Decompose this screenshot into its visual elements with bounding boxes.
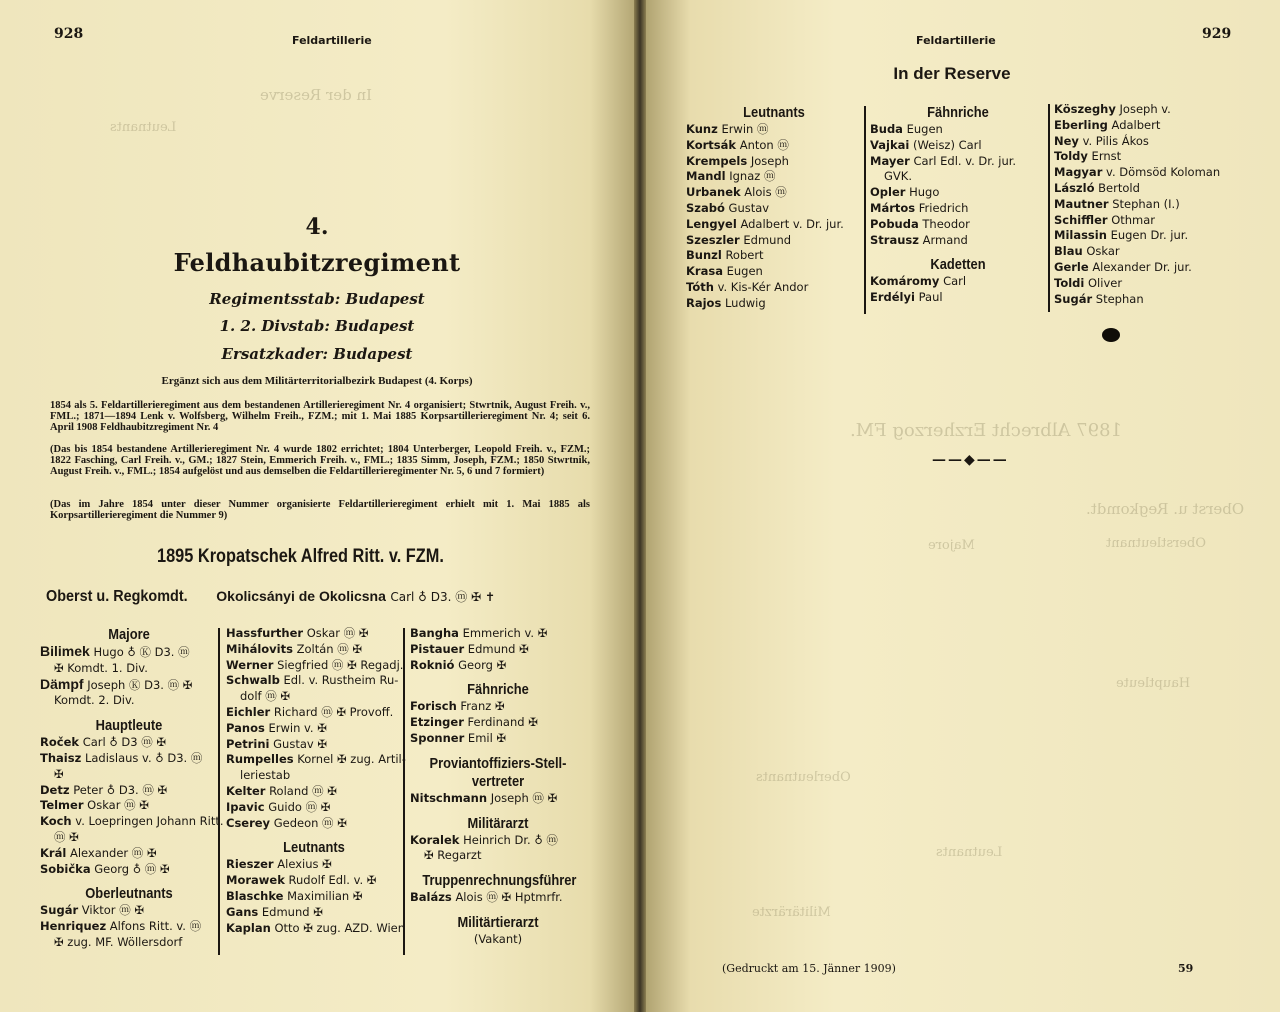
roster-entry: [40, 644, 218, 661]
roster-entry: [1054, 213, 1254, 229]
officer-surname: Sugár: [40, 903, 79, 918]
officer-details: Viktor ⓜ ✠: [81, 903, 144, 918]
officer-surname: Rajos: [686, 295, 722, 310]
officer-details: Othmar: [1111, 212, 1156, 227]
roster-entry: [870, 274, 1046, 290]
regiment-title: Feldhaubitzregiment: [173, 248, 461, 277]
roster-entry: [40, 814, 224, 830]
roster-entry: [40, 798, 218, 814]
ghost-text: 1897 Albrecht Erzherzog FM.: [850, 420, 1122, 441]
officer-details: Franz ✠: [460, 699, 505, 714]
roster-entry: [410, 699, 586, 715]
officer-surname: Sugár: [1054, 291, 1093, 306]
officer-details: Otto ✠ zug. AZD. Wien: [274, 920, 406, 935]
roster-entry: [226, 873, 402, 889]
ghost-text: Militärärzte: [752, 905, 831, 920]
section-heading: Majore: [108, 626, 150, 643]
officer-surname: Kaplan: [226, 920, 271, 935]
officer-surname: Panos: [226, 720, 265, 735]
officer-details: ✠ Regarzt: [424, 848, 482, 863]
ink-blot: [1102, 328, 1120, 342]
officer-surname: Pobuda: [870, 216, 919, 231]
officer-surname: Mártos: [870, 200, 916, 215]
roster-entry: [226, 721, 402, 737]
officer-surname: Roček: [40, 735, 80, 750]
roster-entry: [40, 767, 218, 783]
officer-surname: Koralek: [410, 832, 460, 847]
officer-surname: Buda: [870, 122, 903, 136]
officer-details: ⓜ ✠: [54, 829, 79, 844]
officer-details: Carl ♁ D3 ⓜ ✠: [82, 735, 167, 750]
officer-details: Edmund ✠: [467, 641, 529, 656]
officer-details: Alexius ✠: [277, 857, 332, 872]
officer-details: Gustav ✠: [273, 736, 327, 751]
officer-surname: Mandl: [686, 169, 726, 184]
officer-details: Joseph v.: [1119, 102, 1171, 116]
officer-surname: Ney: [1054, 133, 1079, 148]
officer-details: Armand: [922, 232, 968, 247]
roster-entry: [686, 248, 862, 264]
officer-surname: Kortsák: [686, 137, 737, 152]
officer-surname: Koch: [40, 814, 72, 829]
right-column-1: [686, 104, 862, 312]
roster-entry: [686, 154, 862, 170]
end-ornament: ——◆——: [932, 452, 1009, 468]
officer-surname: Schiffler: [1054, 212, 1108, 227]
officer-details: Erwin ⓜ: [721, 122, 769, 136]
officer-details: Theodor: [922, 216, 970, 231]
roster-entry: [410, 658, 586, 674]
roster-entry: [1054, 181, 1254, 197]
officer-details: Oskar: [1086, 244, 1120, 259]
officer-details: Ladislaus v. ♁ D3. ⓜ: [84, 750, 203, 765]
ghost-text: Leutnants: [936, 845, 1003, 860]
stab-line: Regimentsstab: Budapest: [209, 290, 425, 308]
oberst-rest: Carl ♁ D3. ⓜ ✠ ✝: [390, 590, 496, 604]
officer-surname: Blaschke: [226, 888, 284, 903]
officer-surname: Opler: [870, 185, 906, 200]
officer-details: Emmerich v. ✠: [462, 626, 548, 640]
officer-surname: Telmer: [40, 798, 84, 813]
officer-surname: Toldi: [1054, 275, 1085, 290]
officer-surname: Mayer: [870, 153, 910, 168]
officer-details: Komdt. 2. Div.: [54, 693, 135, 708]
officer-details: Ernst: [1091, 149, 1122, 164]
officer-surname: Krasa: [686, 264, 723, 279]
officer-details: Zoltán ⓜ ✠: [296, 641, 363, 656]
roster-entry: [686, 169, 862, 185]
officer-surname: Urbanek: [686, 185, 741, 200]
officer-details: Friedrich: [918, 200, 969, 215]
officer-surname: Krempels: [686, 153, 748, 168]
officer-details: Eugen: [906, 122, 943, 136]
officer-surname: Gerle: [1054, 259, 1089, 274]
roster-entry: [40, 693, 218, 709]
officer-details: Oliver: [1088, 275, 1123, 290]
section-heading: Fähnriche: [467, 681, 529, 699]
roster-entry: [40, 661, 218, 677]
officer-details: Ferdinand ✠: [467, 715, 538, 730]
roster-entry: [226, 705, 402, 721]
officer-details: ✠ Komdt. 1. Div.: [54, 660, 148, 675]
column-divider: [864, 106, 866, 314]
roster-entry: [686, 264, 862, 280]
officer-details: Ignaz ⓜ: [729, 169, 776, 184]
roster-entry: [686, 280, 862, 296]
roster-entry: [226, 800, 402, 816]
right-page: [646, 0, 1280, 1012]
officer-details: Emil ✠: [467, 730, 507, 745]
section-title: In der Reserve: [893, 64, 1011, 83]
officer-surname: Cserey: [226, 815, 271, 830]
roster-entry: [40, 677, 218, 694]
officer-surname: Szabó: [686, 200, 725, 215]
running-head: Feldartillerie: [916, 34, 996, 47]
officer-details: Erwin v. ✠: [268, 720, 327, 735]
officer-details: Roland ⓜ ✠: [269, 783, 337, 798]
officer-surname: Roknió: [410, 657, 455, 672]
officer-surname: Köszeghy: [1054, 102, 1116, 116]
ghost-text: Oberleutnants: [756, 770, 851, 785]
officer-details: Adalbert v. Dr. jur.: [740, 216, 844, 231]
officer-details: Edl. v. Rustheim Ru-: [283, 673, 399, 688]
officer-details: Stephan: [1095, 291, 1144, 306]
officer-surname: Balázs: [410, 890, 452, 905]
officer-details: Alois ⓜ ✠ Hptmrfr.: [455, 890, 563, 905]
officer-surname: Bilimek: [40, 643, 90, 659]
section-heading: Kadetten: [930, 256, 986, 274]
page-number: 929: [1202, 26, 1232, 42]
officer-details: dolf ⓜ ✠: [240, 689, 291, 704]
officer-surname: Sobička: [40, 861, 91, 876]
officer-details: GVK.: [884, 169, 912, 184]
roster-entry: [40, 735, 218, 751]
officer-details: ✠ zug. MF. Wöllersdorf: [54, 934, 183, 949]
note-text: (Vakant): [473, 931, 523, 946]
officer-surname: Gans: [226, 904, 259, 919]
officer-surname: Tóth: [686, 279, 714, 294]
officer-details: Joseph ⓜ ✠: [490, 790, 558, 805]
officer-details: Alfons Ritt. v. ⓜ: [109, 919, 202, 934]
officer-details: Carl Edl. v. Dr. jur.: [913, 153, 1017, 168]
roster-entry: [1054, 276, 1254, 292]
officer-surname: Kunz: [686, 122, 718, 136]
roster-entry: [226, 768, 402, 784]
roster-entry: [226, 889, 402, 905]
officer-details: Alois ⓜ: [744, 185, 787, 200]
officer-details: Alexander ⓜ ✠: [69, 845, 157, 860]
officer-surname: Eichler: [226, 704, 271, 719]
officer-details: Anton ⓜ: [739, 137, 789, 152]
officer-surname: Ipavic: [226, 799, 265, 814]
officer-surname: Rieszer: [226, 857, 274, 872]
officer-surname: Petrini: [226, 736, 270, 751]
stab-line: 1. 2. Divstab: Budapest: [219, 317, 415, 335]
ghost-text: Oberstleutnant: [1106, 536, 1206, 551]
roster-entry: [226, 920, 406, 937]
officer-details: (Weisz) Carl: [912, 137, 982, 152]
officer-details: Oskar ⓜ ✠: [87, 798, 149, 813]
officer-details: Paul: [918, 290, 943, 305]
officer-details: v. Kis-Kér Andor: [717, 279, 809, 294]
officer-details: Rudolf Edl. v. ✠: [288, 873, 377, 888]
roster-entry: [410, 833, 586, 849]
running-head: Feldartillerie: [292, 34, 372, 47]
roster-entry: [410, 890, 586, 906]
right-column-2: [870, 104, 1046, 306]
roster-entry: [226, 689, 402, 705]
officer-surname: Blau: [1054, 244, 1083, 259]
officer-surname: Toldy: [1054, 149, 1088, 164]
officer-details: v. Pilis Ákos: [1082, 133, 1149, 148]
officer-surname: Lengyel: [686, 216, 737, 231]
oberst-name: Okolicsányi de Okolicsna: [216, 588, 386, 604]
roster-entry: [686, 233, 862, 249]
ghost-text: Majore: [928, 538, 975, 553]
section-heading: Leutnants: [283, 839, 345, 857]
roster-entry: [410, 731, 586, 747]
officer-surname: Bangha: [410, 626, 459, 640]
officer-surname: Komáromy: [870, 274, 940, 289]
roster-entry: [1054, 118, 1254, 134]
section-heading: Militärtierarzt: [457, 913, 539, 931]
officer-details: Ludwig: [724, 295, 766, 310]
officer-details: Joseph: [750, 153, 789, 168]
roster-entry: [226, 642, 402, 658]
roster-entry: [1054, 165, 1254, 181]
history-paragraph: (Das bis 1854 bestandene Artillerieregiment Nr. 4 wurde 1802 errichtet; 1804 Unterberger, Leopold Freih. v., FZM.; 1822 Fasching, Carl Freih. v., GM.; 1827 Stein, Emmerich Freih. v., FML.; 1835 Simm, Joseph, FZM.; 1850 Stwrtnik, August Freih. v., FML.; 1854 aufgelöst und aus demselben die Feldartillerieregimenter Nr. 5, 6 und 7 formiert): [50, 444, 590, 477]
officer-details: ✠: [54, 766, 64, 781]
officer-details: Carl: [943, 274, 967, 289]
section-heading: Proviantoffiziers-Stell-: [429, 754, 567, 772]
roster-entry: [870, 290, 1046, 306]
print-date: (Gedruckt am 15. Jänner 1909): [722, 962, 896, 975]
officer-details: Siegfried ⓜ ✠ Regadj.: [277, 657, 404, 672]
officer-surname: Schwalb: [226, 673, 280, 688]
officer-details: Eugen: [726, 264, 763, 279]
roster-entry: [870, 185, 1046, 201]
roster-entry: [410, 791, 586, 807]
ghost-text: Hauptleute: [1116, 676, 1191, 691]
officer-surname: Vajkai: [870, 137, 910, 152]
roster-entry: [870, 154, 1046, 170]
roster-entry: [226, 752, 406, 768]
officer-surname: László: [1054, 180, 1095, 195]
roster-entry: [1054, 197, 1254, 213]
officer-details: Oskar ⓜ ✠: [306, 626, 369, 640]
officer-details: Hugo: [909, 185, 940, 200]
roster-entry: [1054, 228, 1254, 244]
ghost-text: In der Reserve: [260, 86, 373, 104]
officer-surname: Král: [40, 845, 67, 860]
officer-surname: Sponner: [410, 730, 465, 745]
officer-surname: Forisch: [410, 699, 457, 714]
roster-entry: [686, 296, 862, 312]
roster-entry: [226, 784, 402, 800]
roster-entry: [686, 201, 862, 217]
roster-entry: [40, 903, 218, 919]
officer-details: Georg ✠: [458, 657, 507, 672]
section-heading: Oberleutnants: [85, 885, 173, 903]
roster-entry: [410, 715, 586, 731]
officer-details: Alexander Dr. jur.: [1092, 259, 1192, 274]
roster-entry: [226, 673, 402, 689]
officer-details: leriestab: [240, 768, 291, 783]
left-column-3: [410, 626, 586, 948]
officer-surname: Rumpelles: [226, 752, 294, 767]
left-column-1: [40, 626, 224, 951]
officer-surname: Magyar: [1054, 165, 1103, 180]
officer-surname: Henriquez: [40, 919, 107, 934]
stab-line: Ersatzkader: Budapest: [221, 345, 413, 363]
officer-surname: Detz: [40, 782, 70, 797]
left-column-2: [226, 626, 406, 936]
officer-surname: Hassfurther: [226, 626, 304, 640]
officer-surname: Werner: [226, 657, 274, 672]
roster-entry: [226, 737, 402, 753]
section-heading: vertreter: [471, 772, 525, 790]
roster-entry: [410, 848, 586, 864]
officer-details: Edmund ✠: [261, 904, 323, 919]
roster-entry: [226, 626, 402, 642]
roster-entry: [870, 233, 1046, 249]
officer-surname: Mihálovits: [226, 641, 293, 656]
officer-surname: Mautner: [1054, 196, 1109, 211]
officer-surname: Strausz: [870, 232, 919, 247]
officer-surname: Szeszler: [686, 232, 740, 247]
officer-details: Heinrich Dr. ♁ ⓜ: [463, 832, 558, 847]
ergaenzt-line: Ergänzt sich aus dem Militärterritorialbezirk Budapest (4. Korps): [161, 375, 473, 387]
roster-entry: [1054, 244, 1254, 260]
roster-entry: [686, 217, 862, 233]
roster-entry: [40, 919, 218, 935]
signature-mark: 59: [1178, 962, 1194, 975]
roster-entry: [686, 185, 862, 201]
oberst-label: Oberst u. Regkomdt.: [46, 588, 188, 605]
officer-details: Guido ⓜ ✠: [268, 799, 331, 814]
roster-entry: [40, 935, 218, 951]
officer-details: Georg ♁ ⓜ ✠: [94, 861, 170, 876]
officer-surname: Thaisz: [40, 750, 82, 765]
roster-entry: [226, 905, 402, 921]
roster-entry: [226, 816, 402, 832]
officer-details: Peter ♁ D3. ⓜ ✠: [73, 782, 168, 797]
section-heading: Hauptleute: [95, 717, 163, 735]
officer-details: Eugen Dr. jur.: [1110, 228, 1189, 243]
oberst-row: [46, 588, 495, 606]
page-number: 928: [54, 26, 84, 42]
roster-entry: [1054, 292, 1254, 308]
section-heading: Truppenrechnungsführer: [422, 872, 577, 890]
roster-entry: [686, 122, 862, 138]
officer-surname: Eberling: [1054, 117, 1108, 132]
history-paragraph: (Das im Jahre 1854 unter dieser Nummer organisierte Feldartillerieregiment erhielt mit 1. Mai 1885 als Korpsartillerieregiment die Nummer 9): [50, 499, 590, 521]
roster-entry: [870, 138, 1046, 154]
roster-entry: [870, 122, 1046, 138]
officer-surname: Bunzl: [686, 248, 722, 263]
roster-entry: [1054, 149, 1254, 165]
officer-surname: Nitschmann: [410, 790, 488, 805]
roster-entry: [1054, 102, 1254, 118]
officer-details: Joseph Ⓚ D3. ⓜ ✠: [87, 677, 193, 692]
history-paragraph: 1854 als 5. Feldartillerieregiment aus dem bestandenen Artillerieregiment Nr. 4 organisiert; Stwrtnik, August Freih. v., FML.; 1871—1894 Lenk v. Wolfsberg, Wilhelm Freih., FZM.; mit 1. Mai 1885 Korpsartillerieregiment Nr. 4; seit 6. April 1908 Feldhaubitzregiment Nr. 4: [50, 400, 590, 433]
officer-details: v. Dömsöd Koloman: [1106, 165, 1221, 180]
roster-entry: [40, 783, 218, 799]
officer-surname: Morawek: [226, 873, 285, 888]
inhaber-line: 1895 Kropatschek Alfred Ritt. v. FZM.: [157, 546, 444, 567]
officer-surname: Dämpf: [40, 675, 84, 692]
roster-entry: [40, 846, 218, 862]
roster-entry: [1054, 134, 1254, 150]
roster-entry: [870, 201, 1046, 217]
officer-details: Hugo ♁ Ⓚ D3. ⓜ: [93, 645, 190, 659]
officer-details: Gustav: [728, 200, 770, 215]
officer-details: Stephan (I.): [1112, 196, 1180, 211]
officer-surname: Kelter: [226, 783, 266, 798]
officer-details: Adalbert: [1111, 117, 1161, 132]
officer-details: Edmund: [743, 232, 792, 247]
roster-entry: [226, 658, 402, 674]
officer-details: Gedeon ⓜ ✠: [273, 815, 347, 830]
officer-surname: Milassin: [1054, 228, 1107, 243]
roster-entry: [870, 169, 1046, 185]
column-divider: [403, 628, 405, 955]
officer-details: Bertold: [1098, 180, 1140, 195]
section-heading: Leutnants: [743, 104, 805, 121]
column-divider: [1048, 104, 1050, 312]
officer-surname: Etzinger: [410, 715, 464, 730]
roster-entry: [410, 626, 586, 642]
book-gutter: [634, 0, 646, 1012]
officer-details: Richard ⓜ ✠ Provoff.: [273, 704, 394, 719]
ghost-text: Oberst u. Regkomdt.: [1086, 500, 1245, 518]
roster-entry: [1054, 260, 1254, 276]
regiment-number: 4.: [305, 214, 329, 240]
officer-surname: Pistauer: [410, 641, 465, 656]
section-heading: Militärarzt: [467, 814, 529, 832]
section-heading: Fähnriche: [927, 104, 989, 121]
roster-entry: [226, 857, 402, 873]
roster-entry: [870, 217, 1046, 233]
roster-entry: [410, 642, 586, 658]
officer-surname: Erdélyi: [870, 290, 915, 305]
ghost-text: Leutnants: [110, 120, 177, 135]
roster-entry: [686, 138, 862, 154]
roster-entry: [40, 862, 218, 878]
roster-entry: [40, 751, 218, 767]
officer-details: v. Loepringen Johann Ritt.: [75, 814, 224, 829]
left-page: [0, 0, 634, 1012]
roster-entry: [40, 830, 218, 846]
right-column-3: [1054, 102, 1254, 307]
column-divider: [218, 628, 220, 955]
officer-details: Kornel ✠ zug. Artil-: [297, 752, 406, 767]
officer-details: Maximilian ✠: [287, 888, 363, 903]
officer-details: Robert: [725, 248, 764, 263]
